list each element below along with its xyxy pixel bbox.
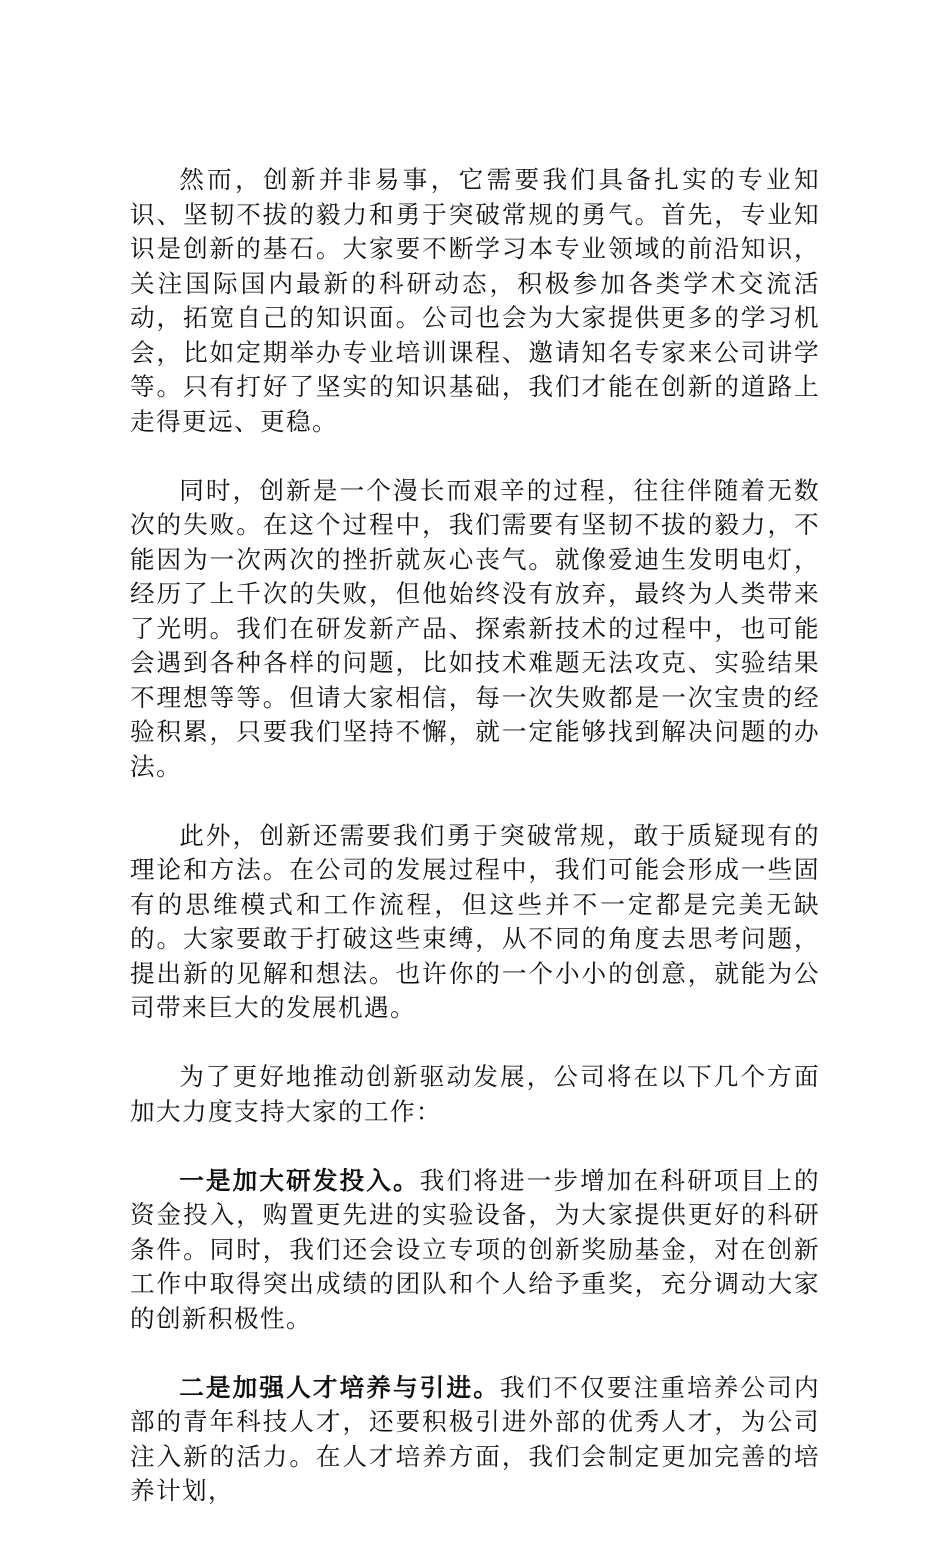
paragraph-text: 为了更好地推动创新驱动发展，公司将在以下几个方面加大力度支持大家的工作： [130, 1062, 820, 1126]
paragraph-text: 我们将进一步增加在科研项目上的资金投入，购置更先进的实验设备，为大家提供更好的科研条件。同时，我们还会设立专项的创新奖励基金，对在创新工作中取得突出成绩的团队和个人给予重奖，充分调动大家的创新积极性。 [130, 1165, 820, 1333]
document-body [130, 163, 820, 1543]
paragraph-rd-investment [130, 1164, 820, 1337]
paragraph-lead: 二是加强人才培养与引进。 [179, 1372, 500, 1402]
paragraph-perseverance [130, 474, 820, 785]
paragraph-text: 此外，创新还需要我们勇于突破常规，敢于质疑现有的理论和方法。在公司的发展过程中，我们可能会形成一些固有的思维模式和工作流程，但这些并不一定都是完美无缺的。大家要敢于打破这些束缚，从不同的角度去思考问题，提出新的见解和想法。也许你的一个小小的创意，就能为公司带来巨大的发展机遇。 [130, 820, 820, 1022]
paragraph-text: 然而，创新并非易事，它需要我们具备扎实的专业知识、坚韧不拔的毅力和勇于突破常规的勇气。首先，专业知识是创新的基石。大家要不断学习本专业领域的前沿知识，关注国际国内最新的科研动态，积极参加各类学术交流活动，拓宽自己的知识面。公司也会为大家提供更多的学习机会，比如定期举办专业培训课程、邀请知名专家来公司讲学等。只有打好了坚实的知识基础，我们才能在创新的道路上走得更远、更稳。 [130, 165, 820, 436]
paragraph-support-intro [130, 1060, 820, 1129]
paragraph-talent [130, 1371, 820, 1509]
paragraph-lead: 一是加大研发投入。 [179, 1165, 420, 1195]
paragraph-text: 我们不仅要注重培养公司内部的青年科技人才，还要积极引进外部的优秀人才，为公司注入新的活力。在人才培养方面，我们会制定更加完善的培养计划， [130, 1372, 820, 1505]
paragraph-text: 同时，创新是一个漫长而艰辛的过程，往往伴随着无数次的失败。在这个过程中，我们需要有坚韧不拔的毅力，不能因为一次两次的挫折就灰心丧气。就像爱迪生发明电灯，经历了上千次的失败，但他始终没有放弃，最终为人类带来了光明。我们在研发新产品、探索新技术的过程中，也可能会遇到各种各样的问题，比如技术难题无法攻克、实验结果不理想等等。但请大家相信，每一次失败都是一次宝贵的经验积累，只要我们坚持不懈，就一定能够找到解决问题的办法。 [130, 475, 820, 781]
paragraph-break-conventions [130, 819, 820, 1026]
paragraph-innovation-challenges [130, 163, 820, 439]
